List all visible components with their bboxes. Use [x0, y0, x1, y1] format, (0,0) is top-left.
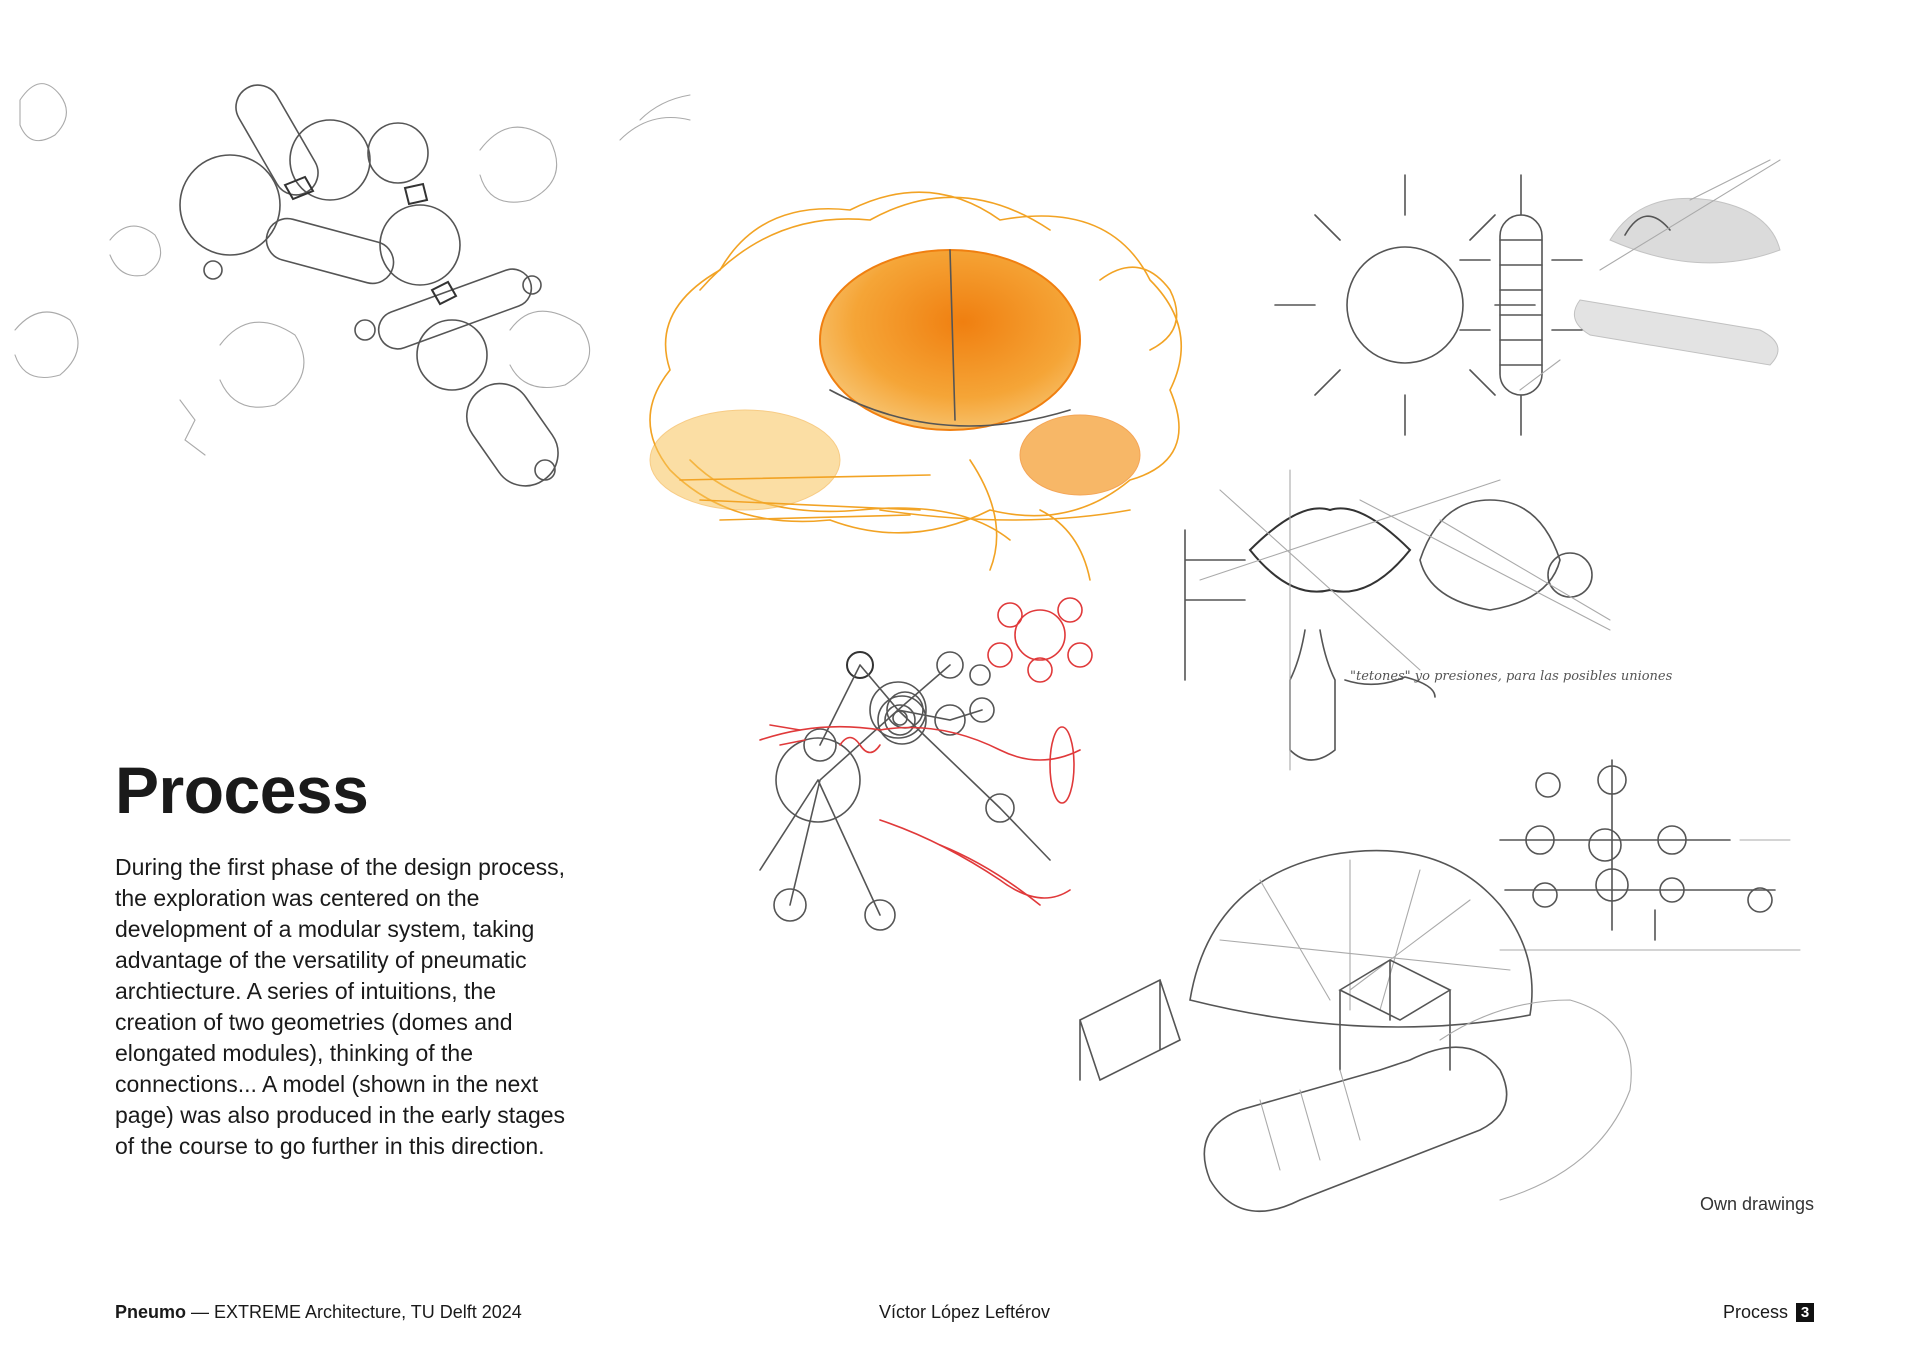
- course-name: — EXTREME Architecture, TU Delft 2024: [186, 1302, 522, 1322]
- section-name: Process: [1722, 1302, 1788, 1322]
- page-title: Process: [115, 753, 369, 827]
- footer-section: [1723, 1302, 1814, 1323]
- plan-modules-sketch: [15, 77, 690, 498]
- page-footer: [115, 1302, 1814, 1326]
- image-caption: Own drawings: [1699, 1194, 1814, 1214]
- sphere-tube-sketch: [1275, 160, 1780, 435]
- connection-network-sketch: [760, 598, 1092, 930]
- sketch-annotation: "tetones" yo presiones, para las posibles uniones: [1350, 669, 1673, 684]
- footer-author: Víctor López Leftérov: [878, 1302, 1051, 1322]
- orange-dome-sketch: [650, 192, 1181, 580]
- footer-project: [115, 1302, 522, 1323]
- project-name: Pneumo: [115, 1302, 187, 1322]
- page-number: 3: [1796, 1303, 1814, 1322]
- section-dome-sketch: [1185, 470, 1610, 770]
- body-paragraph: During the first phase of the design process, the exploration was centered on the development of a modular system, taking advantage of the versatility of pneumatic archtiecture. A series of intuitions, the creation of two geometries (domes and elongated modules), thinking of the connections... A model (shown in the next page) was also produced in the early stages of the course to go further in this direction.: [115, 854, 566, 1159]
- dome-perspective-sketch: [1080, 851, 1631, 1212]
- sphere-cluster-elevation: [1500, 760, 1800, 950]
